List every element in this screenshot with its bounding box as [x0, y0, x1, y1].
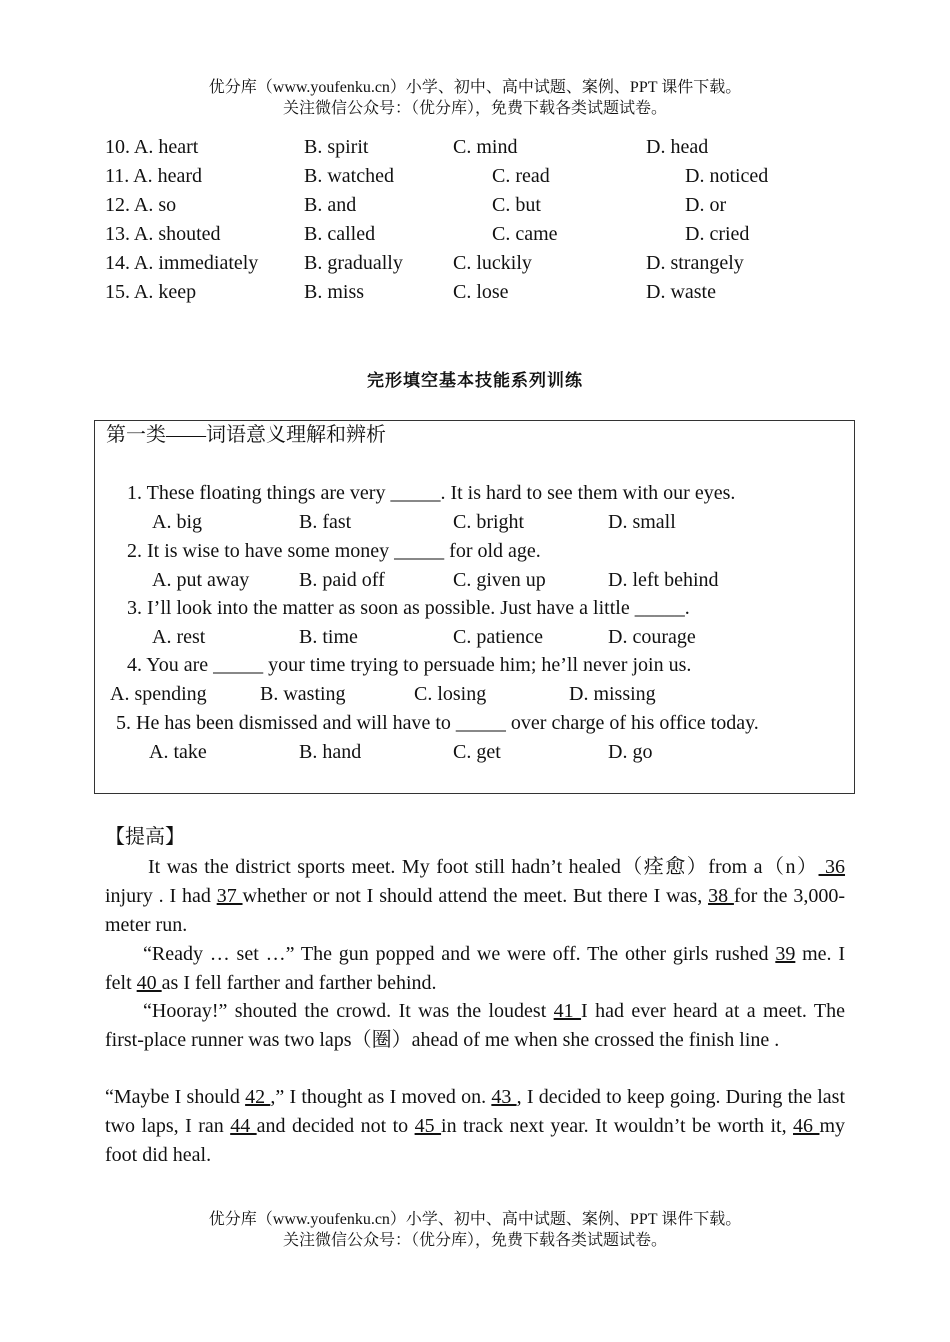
option-c: C. mind [453, 136, 518, 158]
blank-37: 37 [216, 884, 243, 907]
blank-41: 41 [553, 1000, 582, 1022]
option-a: 14. A. immediately [105, 252, 259, 274]
option-a: A. big [152, 511, 202, 533]
header-line-2: 关注微信公众号：（优分库），免费下载各类试题试卷。 [282, 100, 667, 117]
option-c: C. came [492, 223, 558, 245]
vocab-box [94, 420, 855, 794]
blank-42: 42 [245, 1086, 271, 1108]
question-stem: 4. You are _____ your time trying to persuade him; he’ll never join us. [127, 654, 692, 676]
option-b: B. gradually [304, 252, 403, 274]
option-b: B. time [299, 626, 358, 648]
question-stem: 3. I’ll look into the matter as soon as possible. Just have a little _____. [127, 597, 690, 619]
passage-paragraph-4: “Maybe I should 42 ,” I thought as I moved on. 43 , I decided to keep going. During the last two laps, I ran 44 and decided not to 45 in track next year. It wouldn’t be worth it, 46 my foot did heal. [105, 1086, 846, 1166]
option-d: D. cried [685, 223, 750, 245]
blank-36: 36 [818, 856, 846, 878]
footer-line-2: 关注微信公众号：（优分库），免费下载各类试题试卷。 [282, 1232, 667, 1249]
blank-43: 43 [491, 1086, 517, 1108]
question-stem: 5. He has been dismissed and will have to _____ over charge of his office today. [116, 712, 759, 734]
blank-44: 44 [230, 1114, 257, 1137]
option-c: C. patience [453, 626, 543, 648]
option-d: D. missing [569, 683, 656, 705]
option-b: B. spirit [304, 136, 369, 158]
option-d: D. strangely [646, 252, 744, 274]
passage-paragraph-3: “Hooray!” shouted the crowd. It was the loudest 41 I had ever heard at a meet. The first-place runner was two laps（圈）ahead of me when she crossed the finish line . [105, 1000, 845, 1051]
option-a: 11. A. heard [105, 165, 203, 187]
option-a: 12. A. so [105, 194, 177, 216]
option-b: B. wasting [260, 683, 346, 705]
section-title: 完形填空基本技能系列训练 [367, 371, 583, 391]
option-d: D. left behind [608, 569, 719, 591]
option-c: C. read [492, 165, 550, 187]
page-header-bottom [0, 1209, 950, 1251]
option-a: 13. A. shouted [105, 223, 221, 245]
option-a: A. take [149, 741, 207, 763]
improve-label: 【提高】 [105, 826, 185, 848]
passage-paragraph-2: “Ready … set …” The gun popped and we were off. The other girls rushed 39 me. I felt 40 as I fell farther and farther behind. [105, 943, 846, 994]
footer-line-1: 优分库（www.youfenku.cn）小学、初中、高中试题、案例、PPT 课件下载。 [208, 1211, 742, 1228]
option-a: A. put away [152, 569, 250, 591]
option-c: C. losing [414, 683, 487, 705]
option-d: D. head [646, 136, 709, 158]
option-c: C. given up [453, 569, 546, 591]
blank-45: 45 [414, 1114, 442, 1137]
option-b: B. fast [299, 511, 352, 533]
option-d: D. go [608, 741, 653, 763]
option-b: B. paid off [299, 569, 385, 591]
option-c: C. but [492, 194, 541, 216]
header-line-1: 优分库（www.youfenku.cn）小学、初中、高中试题、案例、PPT 课件下载。 [208, 79, 742, 96]
option-b: B. miss [304, 281, 365, 303]
option-c: C. lose [453, 281, 509, 303]
option-a: 10. A. heart [105, 136, 199, 158]
box-heading: 第一类——词语意义理解和辨析 [106, 424, 386, 446]
option-d: D. waste [646, 281, 716, 303]
option-d: D. noticed [685, 165, 769, 187]
option-d: D. courage [608, 626, 696, 648]
blank-46: 46 [793, 1114, 820, 1137]
option-c: C. bright [453, 511, 525, 533]
option-b: B. watched [304, 165, 394, 187]
option-c: C. luckily [453, 252, 532, 274]
page-header-top [0, 77, 950, 119]
question-stem: 2. It is wise to have some money _____ for old age. [127, 540, 541, 562]
passage-paragraph-1: It was the district sports meet. My foot still hadn’t healed（痊愈）from a（n） 36 injury . I had 37 whether or not I should attend the meet. But there I was, 38 for the 3,000-meter run. [105, 856, 846, 936]
option-b: B. called [304, 223, 376, 245]
option-a: A. spending [110, 683, 207, 705]
option-c: C. get [453, 741, 501, 763]
blank-38: 38 [708, 884, 734, 907]
question-stem: 1. These floating things are very _____. It is hard to see them with our eyes. [127, 482, 736, 504]
option-b: B. hand [299, 741, 362, 763]
option-a: A. rest [152, 626, 206, 648]
option-d: D. or [685, 194, 727, 216]
option-a: 15. A. keep [105, 281, 197, 303]
option-d: D. small [608, 511, 676, 533]
blank-40: 40 [136, 971, 162, 994]
option-b: B. and [304, 194, 357, 216]
blank-39: 39 [775, 943, 796, 965]
